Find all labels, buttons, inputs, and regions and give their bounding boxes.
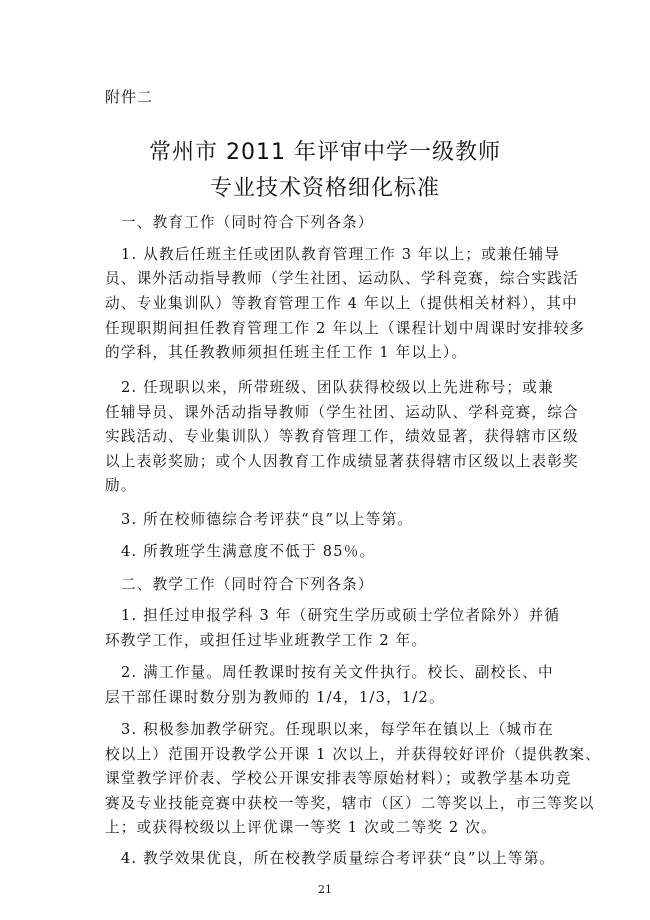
body-line: 校以上）范围开设教学公开课 1 次以上，并获得较好评价（提供教案、 <box>105 746 601 763</box>
body-line: 2. 满工作量。周任教课时按有关文件执行。校长、副校长、中 <box>121 664 554 681</box>
body-line: 动、专业集训队）等教育管理工作 4 年以上（提供相关材料），其中 <box>105 295 578 312</box>
body-line: 3. 所在校师德综合考评获“良”以上等第。 <box>121 511 414 528</box>
body-line: 1. 从教后任班主任或团队教育管理工作 3 年以上；或兼任辅导 <box>121 246 561 263</box>
body-line: 层干部任课时数分别为教师的 1/4，1/3，1/2。 <box>105 689 445 706</box>
body-line: 3. 积极参加教学研究。任现职以来，每学年在镇以上（城市在 <box>121 721 554 738</box>
body-line: 实践活动、专业集训队）等教育管理工作，绩效显著，获得辖市区级 <box>105 428 579 445</box>
body-line: 赛及专业技能竞赛中获校一等奖，辖市（区）二等奖以上，市三等奖以 <box>105 795 595 812</box>
body-line: 员、课外活动指导教师（学生社团、运动队、学科竞赛，综合实践活 <box>105 270 579 287</box>
document-title-line-1: 常州市 2011 年评审中学一级教师 <box>149 140 501 165</box>
section-heading-teaching: 二、教学工作（同时符合下列各条） <box>121 576 374 593</box>
body-line: 课堂教学评价表、学校公开课安排表等原始材料）；或教学基本功竞 <box>105 770 572 787</box>
section-heading-education: 一、教育工作（同时符合下列各条） <box>121 214 374 231</box>
body-line: 的学科，其任教教师须担任班主任工作 1 年以上）。 <box>105 344 468 361</box>
body-line: 励。 <box>105 477 137 494</box>
body-line: 环教学工作，或担任过毕业班教学工作 2 年。 <box>105 632 428 649</box>
body-line: 4. 所教班学生满意度不低于 85％。 <box>121 543 376 560</box>
body-line: 以上表彰奖励；或个人因教育工作成绩显著获得辖市区级以上表彰奖 <box>105 453 579 470</box>
page-number: 21 <box>318 883 332 896</box>
body-line: 2. 任现职以来，所带班级、团队获得校级以上先进称号；或兼 <box>121 379 554 396</box>
body-line: 4. 教学效果优良，所在校教学质量综合考评获“良”以上等第。 <box>121 850 556 867</box>
document-title-line-2: 专业技术资格细化标准 <box>209 176 440 201</box>
body-line: 1. 担任过申报学科 3 年（研究生学历或硕士学位者除外）并循 <box>121 607 561 624</box>
attachment-label: 附件二 <box>105 88 154 106</box>
body-line: 任现职期间担任教育管理工作 2 年以上（课程计划中周课时安排较多 <box>105 320 586 337</box>
body-line: 任辅导员、课外活动指导教师（学生社团、运动队、学科竞赛，综合 <box>105 404 579 421</box>
body-line: 上；或获得校级以上评优课一等奖 1 次或二等奖 2 次。 <box>105 819 497 836</box>
